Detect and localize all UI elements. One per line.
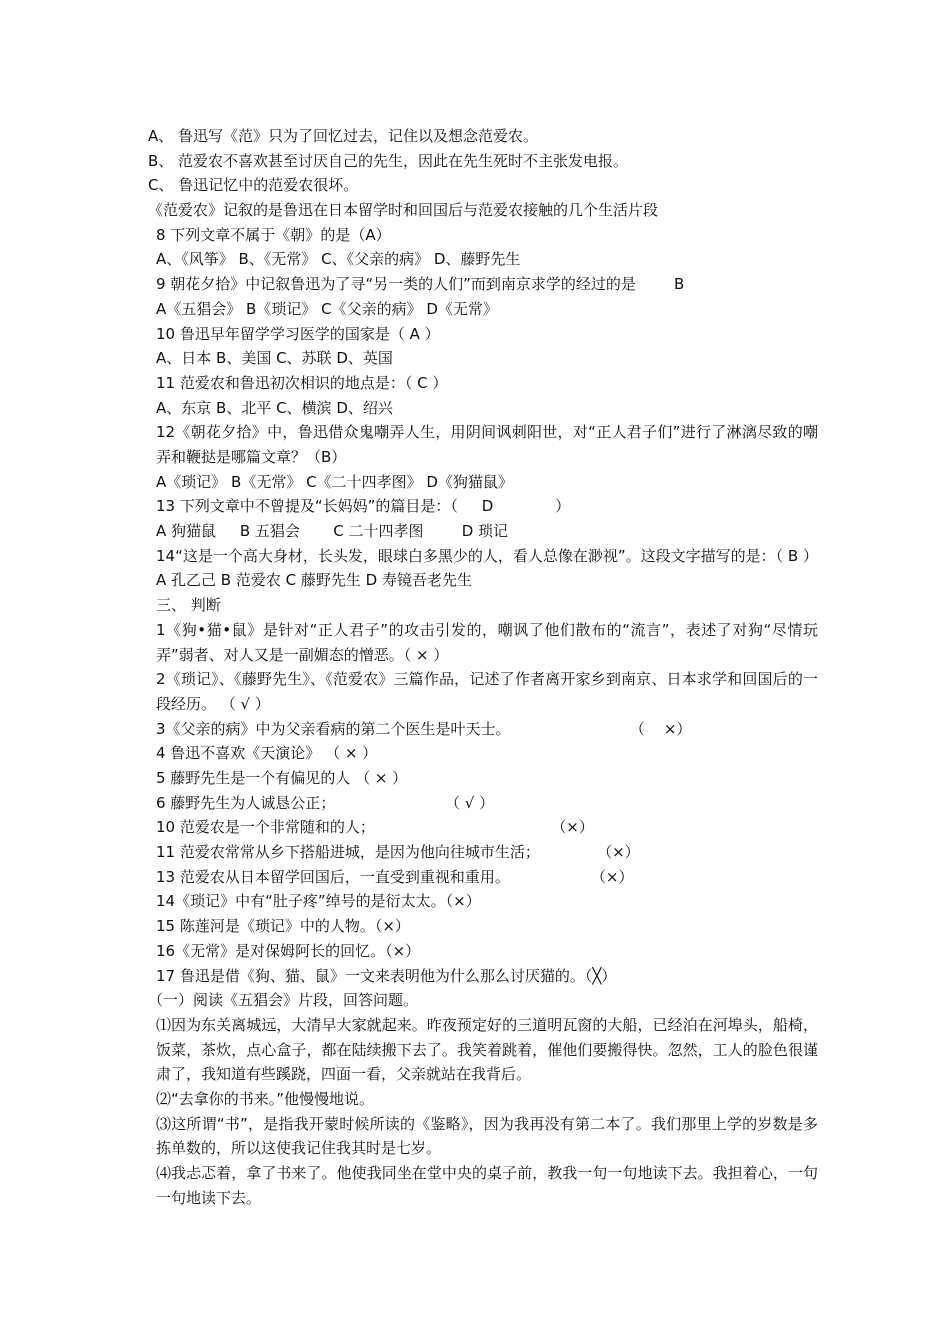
- text-line: 1《狗•猫•鼠》是针对“正人君子”的攻击引发的，嘲讽了他们散布的“流言”，表述了对狗“尽情玩弄”弱者、对人又是一副媚态的憎恶。（ × ）: [156, 620, 818, 664]
- text-line: 4 鲁迅不喜欢《天演论》 （ × ）: [156, 744, 378, 763]
- document-body: [148, 124, 818, 1210]
- text-line: A、东京 B、北平 C、横滨 D、绍兴: [156, 398, 393, 417]
- text-line: 10 范爱农是一个非常随和的人； （×）: [156, 818, 594, 837]
- text-line: 3《父亲的病》中为父亲看病的第二个医生是叶天士。 （ ×）: [156, 719, 692, 738]
- text-line: ⑷我忐忑着，拿了书来了。他使我同坐在堂中央的桌子前，教我一句一句地读下去。我担着心，一句一句地读下去。: [156, 1164, 818, 1207]
- text-line: A、《风筝》 B、《无常》 C、《父亲的病》 D、藤野先生: [156, 250, 521, 269]
- text-line: 13 下列文章中不曾提及“长妈妈”的篇目是：（ D ）: [156, 497, 571, 516]
- text-line: 8 下列文章不属于《朝》的是（A）: [156, 225, 391, 244]
- text-line: 5 藤野先生是一个有偏见的人 （ × ）: [156, 769, 408, 787]
- text-line: 9 朝花夕拾》中记叙鲁迅为了寻“另一类的人们”而到南京求学的经过的是 B: [156, 275, 685, 294]
- text-line: 13 范爱农从日本留学回国后，一直受到重视和重用。 （×）: [156, 867, 634, 886]
- text-line: 《范爱农》记叙的是鲁迅在日本留学时和回国后与范爱农接触的几个生活片段: [148, 201, 659, 220]
- text-line: 16《无常》是对保姆阿长的回忆。（×）: [156, 941, 421, 960]
- text-line: A《五猖会》 B《琐记》 C《父亲的病》 D《无常》: [156, 299, 498, 318]
- text-line: 2《琐记》、《藤野先生》、《范爱农》三篇作品，记述了作者离开家乡到南京、日本求学和回国后的一段经历。 （ √ ）: [156, 670, 818, 713]
- text-line: A 狗猫鼠 B 五猖会 C 二十四孝图 D 琐记: [156, 522, 509, 541]
- text-line: （一）阅读《五猖会》片段，回答问题。: [148, 991, 419, 1010]
- text-line: 6 藤野先生为人诚恳公正； （ √ ）: [156, 793, 495, 812]
- text-line: 14“这是一个高大身材，长头发，眼球白多黑少的人，看人总像在渺视”。这段文字描写的是：（ B ） A 孔乙己 B 范爱农 C 藤野先生 D 寿镜吾老先生: [156, 546, 818, 590]
- text-line: 11 范爱农常常从乡下搭船进城，是因为他向往城市生活； （×）: [156, 843, 640, 862]
- text-line: 12《朝花夕拾》中，鲁迅借众鬼嘲弄人生，用阴间讽刺阳世，对“正人君子们”进行了淋漓尽致的嘲弄和鞭挞是哪篇文章？（B）: [156, 423, 818, 466]
- text-line: ⑵“去拿你的书来。”他慢慢地说。: [156, 1089, 375, 1108]
- text-line: A《琐记》 B《无常》 C《二十四孝图》 D《狗猫鼠》: [156, 472, 513, 491]
- text-line: 15 陈莲河是《琐记》中的人物。（×）: [156, 917, 410, 936]
- text-line: ⑴因为东关离城远，大清早大家就起来。昨夜预定好的三道明瓦窗的大船，已经泊在河埠头，船椅，饭菜，茶炊，点心盒子，都在陆续搬下去了。我笑着跳着，催他们要搬得快。忽然，工人的脸色很谨肃了，我知道有些蹊跷，四面一看，父亲就站在我背后。: [156, 1015, 818, 1084]
- text-line: A、 鲁迅写《范》只为了回忆过去，记住以及想念范爱农。: [148, 127, 539, 145]
- text-line: 17 鲁迅是借《狗、猫、鼠》一文来表明他为什么那么讨厌猫的。（╳）: [156, 966, 617, 985]
- text-line: 14《琐记》中有“肚子疼”绰号的是衍太太。（×）: [156, 892, 481, 911]
- text-line: 10 鲁迅早年留学学习医学的国家是（ A ）: [156, 324, 440, 343]
- text-line: B、 范爱农不喜欢甚至讨厌自己的先生，因此在先生死时不主张发电报。: [148, 151, 629, 170]
- text-line: C、 鲁迅记忆中的范爱农很坏。: [148, 176, 359, 195]
- text-line: ⑶这所谓“书”，是指我开蒙时候所读的《鉴略》，因为我再没有第二本了。我们那里上学的岁数是多拣单数的，所以这使我记住我其时是七岁。: [156, 1114, 818, 1158]
- text-line: 11 范爱农和鲁迅初次相识的地点是：（ C ）: [156, 373, 448, 392]
- text-line: A、日本 B、美国 C、苏联 D、英国: [156, 349, 393, 368]
- text-line: 三、 判断: [156, 596, 221, 615]
